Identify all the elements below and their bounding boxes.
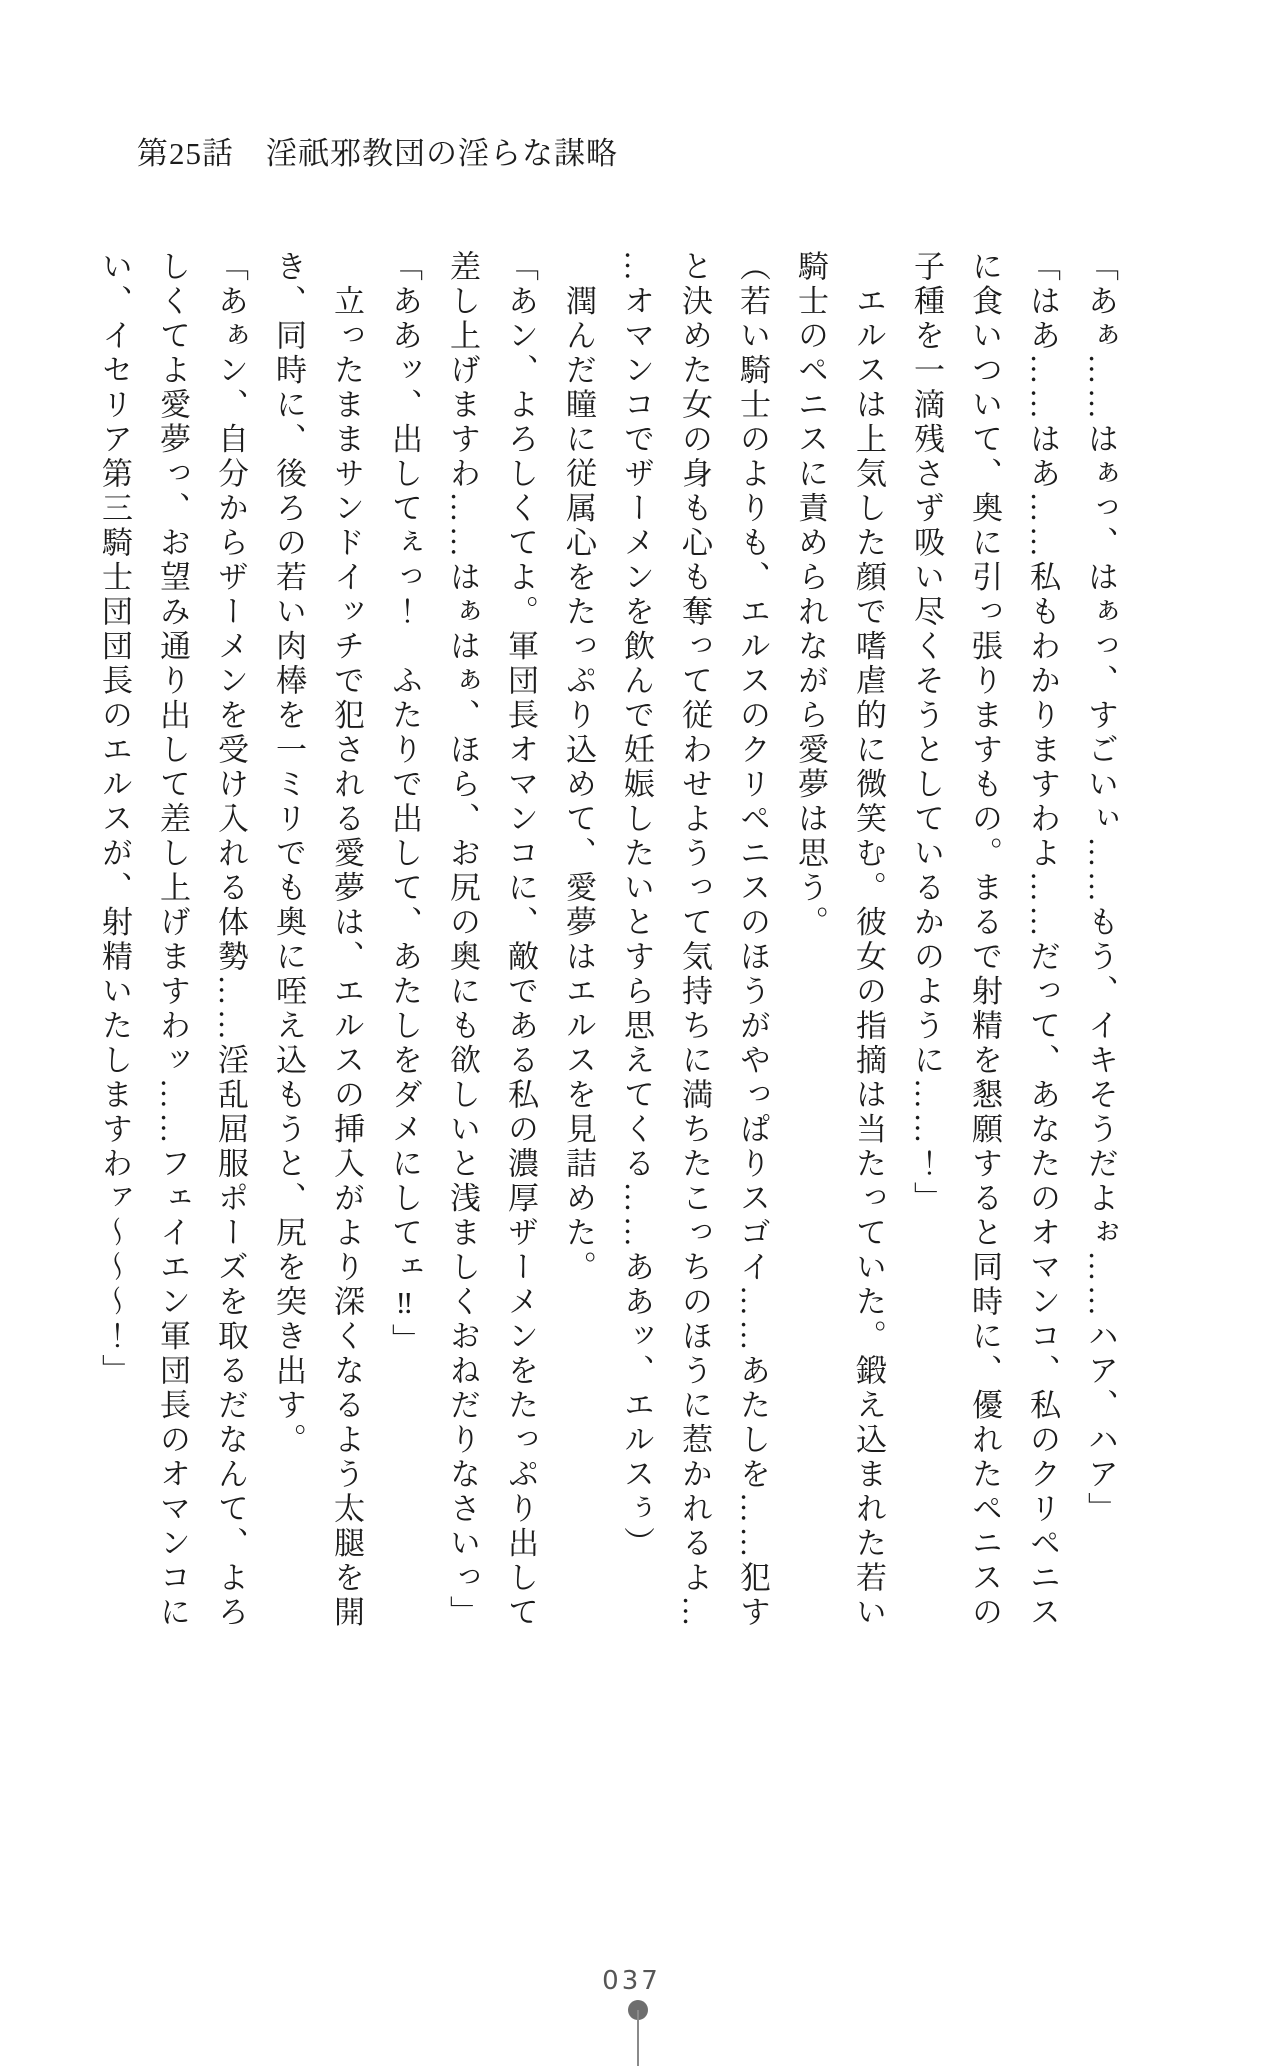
text-column: しくてよ愛夢っ、お望み通り出して差し上げますわッ……フェイエン軍団長のオマンコに xyxy=(155,250,190,1630)
text-column: 潤んだ瞳に従属心をたっぷり込めて、愛夢はエルスを見詰めた。 xyxy=(561,250,596,1285)
text-column: に食いついて、奥に引っ張りますもの。まるで射精を懇願すると同時に、優れたペニスの xyxy=(967,250,1002,1630)
text-column: 「あぁン、自分からザーメンを受け入れる体勢……淫乱屈服ポーズを取るだなんて、よろ xyxy=(213,250,248,1630)
text-column: エルスは上気した顔で嗜虐的に微笑む。彼女の指摘は当たっていた。鍛え込まれた若い xyxy=(851,250,886,1630)
text-column: 差し上げますわ……はぁはぁ、ほら、お尻の奥にも欲しいと浅ましくおねだりなさいっ」 xyxy=(445,250,480,1630)
text-column: 立ったままサンドイッチで犯される愛夢は、エルスの挿入がより深くなるよう太腿を開 xyxy=(329,250,364,1630)
text-column: 「あぁ……はぁっ、はぁっ、すごいぃ……もう、イキそうだよぉ……ハア、ハア」 xyxy=(1083,250,1118,1527)
footer-ornament-line xyxy=(637,2010,639,2066)
chapter-title: 第25話 淫祇邪教団の淫らな謀略 xyxy=(137,136,618,171)
text-column: と決めた女の身も心も奪って従わせようって気持ちに満ちたこっちのほうに惹かれるよ… xyxy=(677,250,712,1630)
text-column: …オマンコでザーメンを飲んで妊娠したいとすら思えてくる……ああッ、エルスぅ） xyxy=(619,250,654,1561)
page-number: 037 xyxy=(602,1966,661,1996)
text-column: き、同時に、後ろの若い肉棒を一ミリでも奥に咥え込もうと、尻を突き出す。 xyxy=(271,250,306,1458)
text-column: （若い騎士のよりも、エルスのクリペニスのほうがやっぱりスゴイ……あたしを……犯す xyxy=(735,250,770,1630)
body-text xyxy=(85,250,1129,1642)
text-column: 「あン、よろしくてよ。軍団長オマンコに、敵である私の濃厚ザーメンをたっぷり出して xyxy=(503,250,538,1630)
text-column: 子種を一滴残さず吸い尽くそうとしているかのように……！」 xyxy=(909,250,944,1216)
text-column: い、イセリア第三騎士団団長のエルスが、射精いたしますわァ～～～！」 xyxy=(97,250,132,1389)
text-column: 「ああッ、出してぇっ！ ふたりで出して、あたしをダメにしてェ‼」 xyxy=(387,250,422,1358)
text-column: 騎士のペニスに責められながら愛夢は思う。 xyxy=(793,250,828,940)
text-column: 「はあ……はあ……私もわかりますわよ……だって、あなたのオマンコ、私のクリペニス xyxy=(1025,250,1060,1630)
